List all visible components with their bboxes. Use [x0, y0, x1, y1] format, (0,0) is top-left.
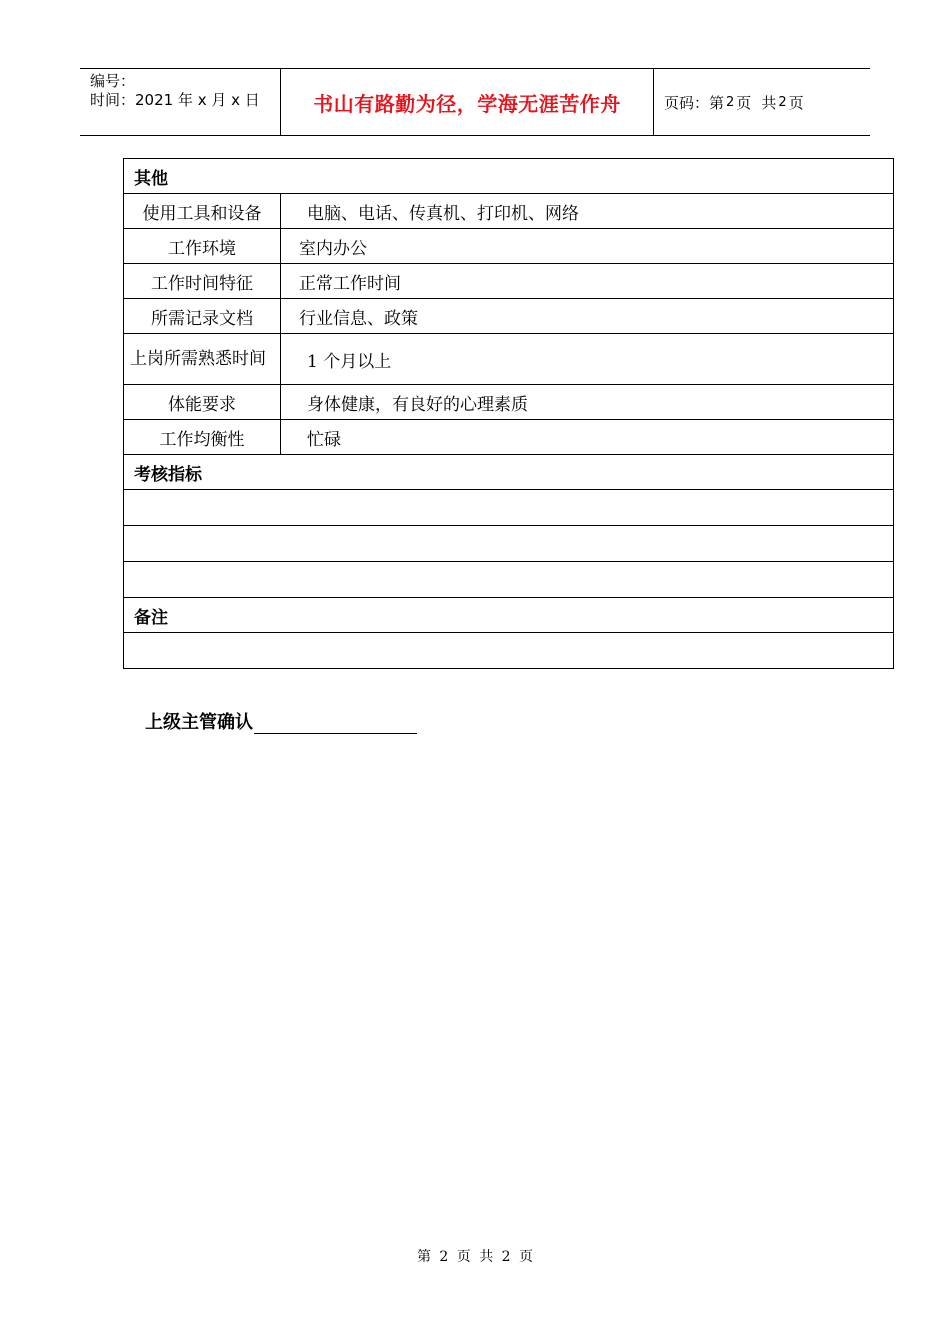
- row-value: 电脑、电话、传真机、打印机、网络: [281, 194, 894, 229]
- total-prefix: 共: [761, 93, 777, 112]
- row-label: 上岗所需熟悉时间: [124, 334, 281, 385]
- supervisor-confirmation-label: 上级主管确认: [145, 712, 253, 733]
- table-row: [124, 299, 894, 334]
- header-page-info: [654, 69, 870, 135]
- document-header: [80, 68, 870, 136]
- assessment-blank-cell: [124, 490, 894, 526]
- document-number-label: 编号：: [90, 72, 136, 90]
- section-other-heading: 其他: [124, 159, 894, 194]
- empty-row: [124, 562, 894, 598]
- table-row: [124, 420, 894, 455]
- row-value: 忙碌: [281, 420, 894, 455]
- row-label: 工作环境: [124, 229, 281, 264]
- row-value: 室内办公: [281, 229, 894, 264]
- page-prefix: 页码：第: [664, 93, 725, 112]
- document-date: 时间：2021 年 x 月 x 日: [90, 91, 260, 109]
- table-row: [124, 385, 894, 420]
- remarks-blank-cell: [124, 633, 894, 669]
- signature-line: [254, 711, 417, 734]
- empty-row: [124, 526, 894, 562]
- row-label: 所需记录文档: [124, 299, 281, 334]
- table-row: [124, 229, 894, 264]
- page-current: 2: [726, 94, 735, 110]
- table-row: [124, 194, 894, 229]
- row-value: 身体健康，有良好的心理素质: [281, 385, 894, 420]
- section-assessment-heading: 考核指标: [124, 455, 894, 490]
- table-row: [124, 334, 894, 385]
- page-total: 2: [778, 94, 787, 110]
- supervisor-confirmation: [145, 708, 417, 734]
- row-label: 使用工具和设备: [124, 194, 281, 229]
- section-row: [124, 455, 894, 490]
- job-description-table: [123, 158, 894, 669]
- row-value: 行业信息、政策: [281, 299, 894, 334]
- empty-row: [124, 490, 894, 526]
- row-label: 体能要求: [124, 385, 281, 420]
- row-value: 正常工作时间: [281, 264, 894, 299]
- section-row: [124, 598, 894, 633]
- section-row: [124, 159, 894, 194]
- row-label: 工作均衡性: [124, 420, 281, 455]
- section-remarks-heading: 备注: [124, 598, 894, 633]
- header-motto: 书山有路勤为径，学海无涯苦作舟: [281, 69, 654, 135]
- header-meta: [80, 69, 281, 135]
- assessment-blank-cell: [124, 562, 894, 598]
- page-footer: 第 2 页 共 2 页: [416, 1249, 534, 1265]
- assessment-blank-cell: [124, 526, 894, 562]
- row-label: 工作时间特征: [124, 264, 281, 299]
- empty-row: [124, 633, 894, 669]
- table-row: [124, 264, 894, 299]
- page-suffix: 页: [736, 93, 752, 112]
- total-suffix: 页: [788, 93, 804, 112]
- row-value: 1 个月以上: [281, 334, 894, 385]
